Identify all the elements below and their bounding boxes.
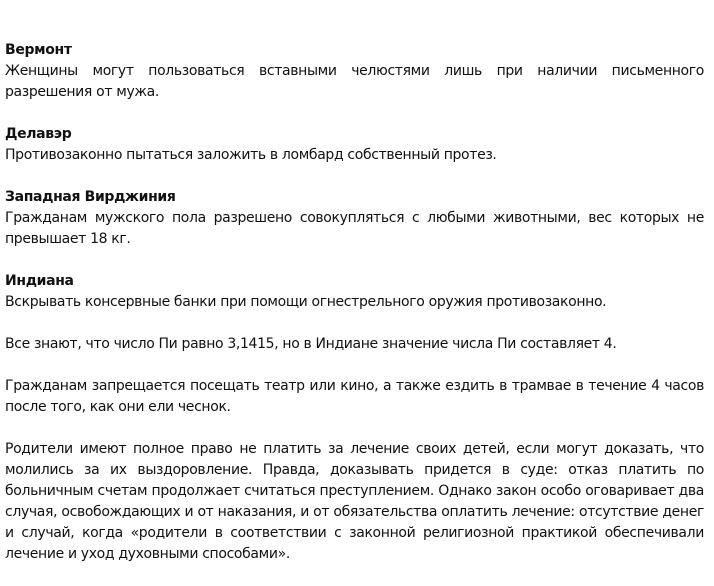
section-title: Индиана (5, 273, 74, 289)
paragraph-pi (5, 334, 704, 355)
paragraph-text: Гражданам запрещается посещать театр или кино, а также ездить в трамвае в течение 4 часов после того, как они ели чеснок. (5, 378, 704, 415)
section-delaware (5, 124, 704, 166)
section-text: Противозаконно пытаться заложить в ломбард собственный протез. (5, 147, 497, 163)
section-west-virginia (5, 187, 704, 250)
paragraph-text: Все знают, что число Пи равно 3,1415, но в Индиане значение числа Пи составляет 4. (5, 336, 617, 352)
section-text: Гражданам мужского пола разрешено совокупляться с любыми животными, вес которых не превышает 18 кг. (5, 210, 704, 247)
section-text: Женщины могут пользоваться вставными челюстями лишь при наличии письменного разрешения от мужа. (5, 63, 704, 100)
section-title: Делавэр (5, 126, 72, 142)
paragraph-text: Родители имеют полное право не платить за лечение своих детей, если могут доказать, что молились за их выздоровление. Правда, доказывать придется в суде: отказ платить по больничным счетам продолжает считаться преступлением. Однако закон особо оговаривает два случая, освобождающих и от наказания, и от обязательства оплатить лечение: отсутствие денег и случай, когда «родители в соответствии с законной религиозной практикой обеспечивали лечение и уход духовными способами». (5, 441, 704, 562)
document-body (5, 40, 704, 586)
section-indiana (5, 271, 704, 313)
section-title: Вермонт (5, 42, 72, 58)
section-title: Западная Вирджиния (5, 189, 176, 205)
section-vermont (5, 40, 704, 103)
section-text: Вскрывать консервные банки при помощи огнестрельного оружия противозаконно. (5, 294, 607, 310)
paragraph-parents (5, 439, 704, 565)
paragraph-garlic (5, 376, 704, 418)
